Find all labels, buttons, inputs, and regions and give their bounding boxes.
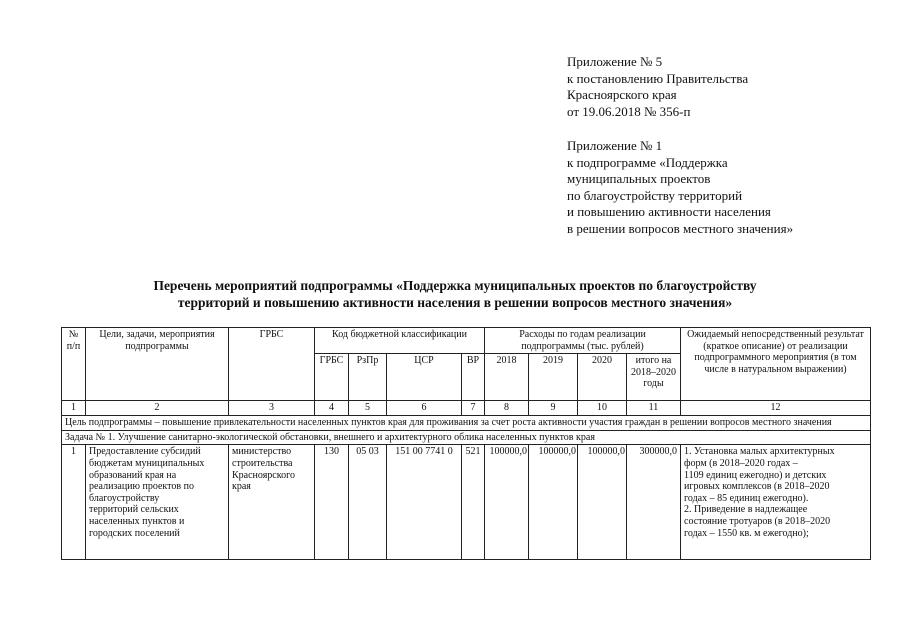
header-sub-vr: ВР <box>462 354 485 401</box>
row-vr: 521 <box>462 445 485 560</box>
column-number-row <box>62 401 871 416</box>
row-measure <box>86 445 229 560</box>
appendix-line: Красноярского края <box>567 87 677 103</box>
column-number: 6 <box>387 401 462 416</box>
title-line-2: территорий и повышению активности населения в решении вопросов местного значения» <box>177 295 733 310</box>
row-total: 300000,0 <box>627 445 681 560</box>
header-goals: Цели, задачи, мероприятия подпрограммы <box>86 328 229 401</box>
task-row <box>62 430 871 445</box>
appendix-line: в решении вопросов местного значения» <box>567 220 794 236</box>
measure-line: образований края на <box>89 469 177 481</box>
column-number: 7 <box>462 401 485 416</box>
result-line: состояние тротуаров (в 2018–2020 <box>684 515 831 527</box>
result-line: 1109 единиц ежегодно) и детских <box>684 469 827 481</box>
grbs-line: строительства <box>232 457 293 469</box>
row-grbs-code: 130 <box>315 445 349 560</box>
row-csr: 151 00 7741 0 <box>387 445 462 560</box>
goal-text: Цель подпрограммы – повышение привлекательности населенных пунктов края для проживания за счет роста активности участия граждан в решении вопросов местного значения <box>62 416 871 431</box>
header-result: Ожидаемый непосредственный результат (краткое описание) от реализации подпрограммного мероприятия (в том числе в натуральном выражении) <box>681 328 871 401</box>
header-2018: 2018 <box>485 354 529 401</box>
appendix-line: и повышению активности населения <box>567 204 771 220</box>
title-line-1: Перечень мероприятий подпрограммы «Поддержка муниципальных проектов по благоустройству <box>153 278 757 293</box>
column-number: 12 <box>681 401 871 416</box>
row-grbs <box>229 445 315 560</box>
appendix-1-header <box>567 138 793 238</box>
column-number: 4 <box>315 401 349 416</box>
header-expenses: Расходы по годам реализации подпрограммы (тыс. рублей) <box>485 328 681 354</box>
result-line: годах – 1550 кв. м ежегодно); <box>684 527 809 539</box>
appendix-line: к подпрограмме «Поддержка <box>567 154 728 170</box>
appendix-line: по благоустройству территорий <box>567 187 743 203</box>
header-2020: 2020 <box>578 354 627 401</box>
grbs-line: Красноярского <box>232 469 295 481</box>
goal-row <box>62 416 871 431</box>
table-row <box>62 445 871 560</box>
column-number: 8 <box>485 401 529 416</box>
measure-line: благоустройству <box>89 492 160 504</box>
header-budget-code: Код бюджетной классификации <box>315 328 485 354</box>
header-row <box>62 328 871 354</box>
header-total: итого на 2018–2020 годы <box>627 354 681 401</box>
header-num: № п/п <box>62 328 86 401</box>
column-number: 9 <box>529 401 578 416</box>
measure-line: населенных пунктов и <box>89 515 185 527</box>
appendix-line: Приложение № 5 <box>567 54 663 69</box>
header-grbs: ГРБС <box>229 328 315 401</box>
document-title <box>60 277 850 311</box>
header-2019: 2019 <box>529 354 578 401</box>
header-sub-grbs: ГРБС <box>315 354 349 401</box>
measure-line: городских поселений <box>89 527 180 539</box>
task-text: Задача № 1. Улучшение санитарно-экологической обстановки, внешнего и архитектурного облика населенных пунктов края <box>62 430 871 445</box>
measures-table <box>61 327 871 560</box>
grbs-line: министерство <box>232 446 292 458</box>
result-line: игровых комплексов (в 2018–2020 <box>684 481 830 493</box>
row-result <box>681 445 871 560</box>
result-line: форм (в 2018–2020 годах – <box>684 457 798 469</box>
measure-line: бюджетам муниципальных <box>89 457 205 469</box>
column-number: 1 <box>62 401 86 416</box>
appendix-line: Приложение № 1 <box>567 138 663 153</box>
appendix-5-header <box>567 54 748 120</box>
measure-line: реализацию проектов по <box>89 481 194 493</box>
row-2018: 100000,0 <box>485 445 529 560</box>
measure-line: Предоставление субсидий <box>89 446 201 458</box>
header-sub-csr: ЦСР <box>387 354 462 401</box>
measure-line: территорий сельских <box>89 504 179 516</box>
appendix-line: муниципальных проектов <box>567 171 711 187</box>
column-number: 3 <box>229 401 315 416</box>
row-2019: 100000,0 <box>529 445 578 560</box>
column-number: 11 <box>627 401 681 416</box>
appendix-line: от 19.06.2018 № 356-п <box>567 103 691 119</box>
column-number: 10 <box>578 401 627 416</box>
row-rzpr: 05 03 <box>349 445 387 560</box>
row-num: 1 <box>62 445 86 560</box>
result-line: 2. Приведение в надлежащее <box>684 504 808 516</box>
header-sub-rzpr: РзПр <box>349 354 387 401</box>
row-2020: 100000,0 <box>578 445 627 560</box>
result-line: 1. Установка малых архитектурных <box>684 446 835 458</box>
grbs-line: края <box>232 481 251 493</box>
column-number: 2 <box>86 401 229 416</box>
column-number: 5 <box>349 401 387 416</box>
result-line: годах – 85 единиц ежегодно). <box>684 492 809 504</box>
appendix-line: к постановлению Правительства <box>567 70 749 86</box>
